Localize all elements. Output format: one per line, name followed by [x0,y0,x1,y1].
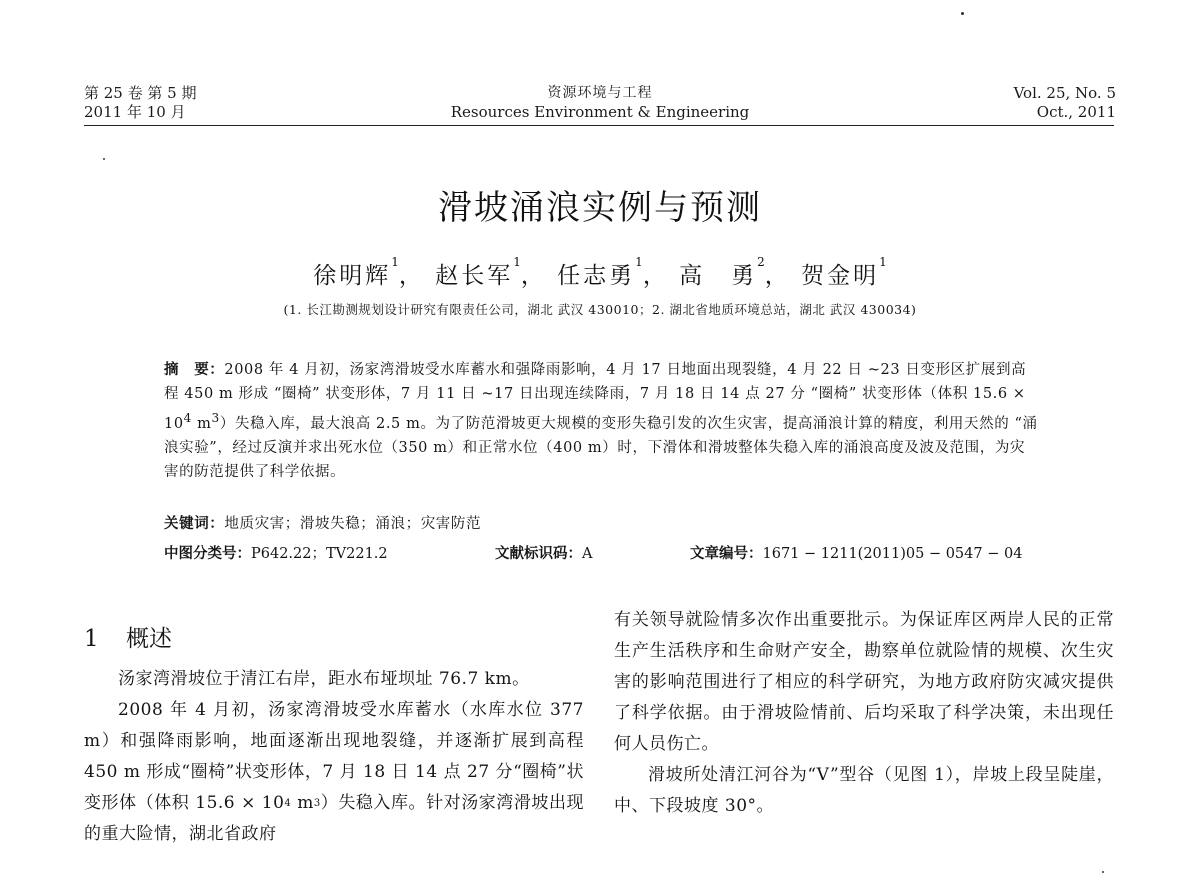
abstract-text: 2008 年 4 月初，汤家湾滑坡受水库蓄水和强降雨影响，4 月 17 日地面出现裂缝，4 月 22 日 ~23 日变形区扩展到高程 450 m 形成 “圈椅” 状变形体，7 月 11 日 ~17 日出现连续降雨，7 月 18 日 14 点 27 分 “圈椅” 状变形体（体积 $15.6 \times 10^4$ $m^3$）失稳入库，最大浪高 2.5 m。为了防范滑坡更大规模的变形失稳引发的次生灾害，提高涌浪计算的精度，利用天然的 “涌浪实验”，经过反演并求出死水位（350 m）和正常水位（400 m）时，下滑体和滑坡整体失稳入库的涌浪高度及波及范围，为灾害的防范提供了科学依据。 [164,362,1038,480]
scan-speck [103,158,105,160]
volume-issue: 第 25 卷 第 5 期 [84,84,197,102]
paragraph: 滑坡所处清江河谷为“V”型谷（见图 1），岸坡上段呈陡崖，中、下段坡度 30°。 [614,765,1114,816]
author: 任志勇$^1$， [557,255,669,289]
affiliations: (1. 长江勘测规划设计研究有限责任公司，湖北 武汉 430010；2. 湖北省地质环境总站，湖北 武汉 430034) [283,302,917,317]
journal-name-en: Resources Environment & Engineering [450,103,750,121]
section-number: 1 [84,626,99,652]
vol-no: Vol. 25, No. 5 [1013,84,1116,102]
keywords-text: 地质灾害；滑坡失稳；涌浪；灾害防范 [224,516,482,532]
body-column-right [614,605,1114,822]
document-code: 文献标识码：A [495,546,593,562]
body-column-left [84,664,584,850]
section-title: 概述 [126,626,172,652]
abstract-label: 摘 要： [164,362,225,378]
author: 徐明辉$^1$， [313,255,425,289]
keywords-label: 关键词： [164,516,225,532]
year-month: 2011 年 10 月 [84,103,186,121]
clc-number: 中图分类号：P642.22；TV221.2 [164,546,388,562]
author: 赵长军$^1$， [435,255,547,289]
author: 高 勇$^2$， [679,255,791,289]
date-en: Oct., 2011 [1036,103,1116,121]
scan-speck [961,12,964,15]
author-list [0,257,1200,290]
scan-speck [1102,871,1104,873]
journal-name-cn: 资源环境与工程 [547,85,653,101]
journal-vol-info [1014,84,1116,122]
paragraph: 2008 年 4 月初，汤家湾滑坡受水库蓄水（水库水位 377 m）和强降雨影响，地面逐渐出现地裂缝，并逐渐扩展到高程 450 m 形成“圈椅”状变形体，7 月 18 日 14 点 27 分“圈椅”状变形体（体积 $15.6 \times 10^4$ $m^3$）失稳入库。针对汤家湾滑坡出现的重大险情，湖北省政府 [84,700,584,844]
header-rule [84,125,1114,126]
paragraph: 有关领导就险情多次作出重要批示。为保证库区两岸人民的正常生产生活秩序和生命财产安全，勘察单位就险情的规模、次生灾害的影响范围进行了相应的科学研究，为地方政府防灾减灾提供了科学依据。由于滑坡险情前、后均采取了科学决策，未出现任何人员伤亡。 [614,610,1114,754]
paragraph: 汤家湾滑坡位于清江右岸，距水布垭坝址 76.7 km。 [118,669,530,689]
author: 贺金明$^1$ [801,255,887,289]
section-heading [84,620,172,653]
article-number: 文章编号：1671 − 1211(2011)05 − 0547 − 04 [690,546,1023,562]
keywords [164,512,481,533]
abstract [164,358,1040,484]
paper-title: 滑坡涌浪实例与预测 [438,188,762,228]
